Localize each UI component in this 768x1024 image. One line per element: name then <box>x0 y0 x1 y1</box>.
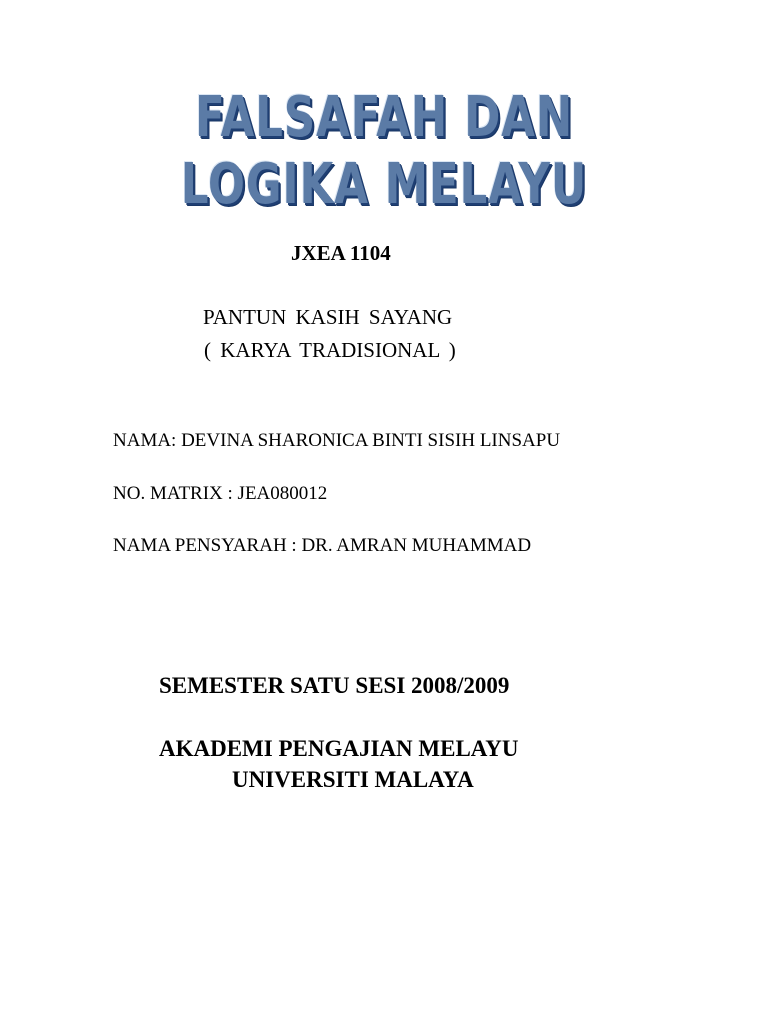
lecturer-name: NAMA PENSYARAH : DR. AMRAN MUHAMMAD <box>113 535 532 556</box>
semester-session: SEMESTER SATU SESI 2008/2009 <box>159 673 510 698</box>
course-code: JXEA 1104 <box>291 241 391 265</box>
subject-title-line-1: PANTUN KASIH SAYANG <box>203 305 453 329</box>
title-line-2: LOGIKA MELAYU <box>180 152 588 217</box>
student-name: NAMA: DEVINA SHARONICA BINTI SISIH LINSAPU <box>113 430 561 451</box>
university-name: UNIVERSITI MALAYA <box>232 767 474 792</box>
subject-title-line-2: ( KARYA TRADISIONAL ) <box>204 338 456 362</box>
title-line-1: FALSAFAH DAN <box>194 85 574 150</box>
academy-name: AKADEMI PENGAJIAN MELAYU <box>159 736 519 761</box>
matrix-number: NO. MATRIX : JEA080012 <box>113 483 328 504</box>
